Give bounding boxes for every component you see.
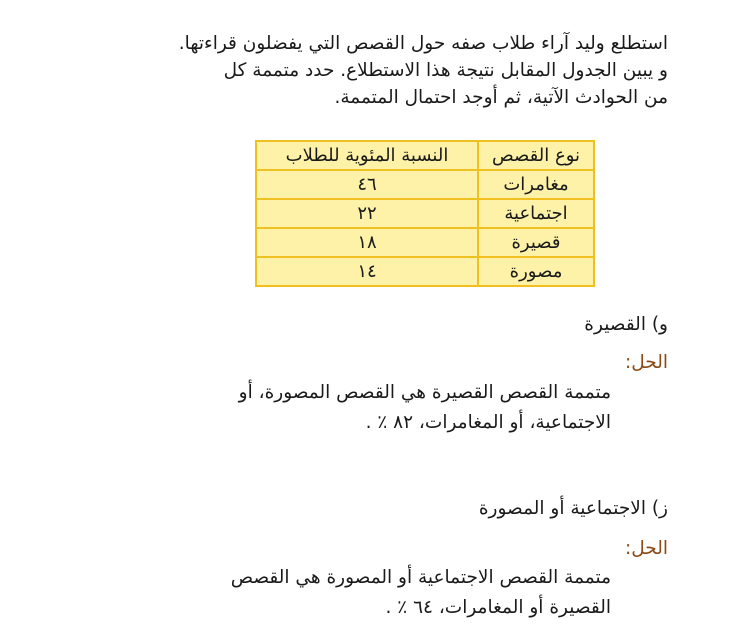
question-g: ز) الاجتماعية أو المصورة [478,498,668,519]
solution-text-g [231,563,611,623]
solution-f-line-1: متممة القصص القصيرة هي القصص المصورة، أو [238,382,611,403]
solution-f-line-2: الاجتماعية، أو المغامرات، ٨٢ ٪ . [365,412,611,433]
cell-story-type: مغامرات [478,170,594,199]
cell-percent: ١٨ [256,228,478,257]
problem-line-2: و يبين الجدول المقابل نتيجة هذا الاستطلاع. حدد متممة كل [223,60,668,81]
problem-line-1: استطلع وليد آراء طلاب صفه حول القصص التي يفضلون قراءتها. [178,33,668,54]
table-row [256,199,594,228]
cell-story-type: قصيرة [478,228,594,257]
cell-story-type: مصورة [478,257,594,286]
solution-label-g: الحل: [625,538,668,559]
solution-text-f [239,378,611,438]
header-story-type: نوع القصص [478,141,594,170]
cell-story-type: اجتماعية [478,199,594,228]
solution-label-f: الحل: [625,352,668,373]
solution-g-line-1: متممة القصص الاجتماعية أو المصورة هي القصص [230,567,611,588]
solution-g-line-2: القصيرة أو المغامرات، ٦٤ ٪ . [385,597,611,618]
table-header-row [256,141,594,170]
cell-percent: ١٤ [256,257,478,286]
survey-results-table [255,140,595,287]
problem-statement [78,30,668,111]
problem-line-3: من الحوادث الآتية، ثم أوجد احتمال المتممة. [334,87,668,108]
question-f: و) القصيرة [584,314,668,335]
header-student-percent: النسبة المئوية للطلاب [256,141,478,170]
table-row [256,170,594,199]
table-row [256,257,594,286]
table-row [256,228,594,257]
cell-percent: ٢٢ [256,199,478,228]
cell-percent: ٤٦ [256,170,478,199]
